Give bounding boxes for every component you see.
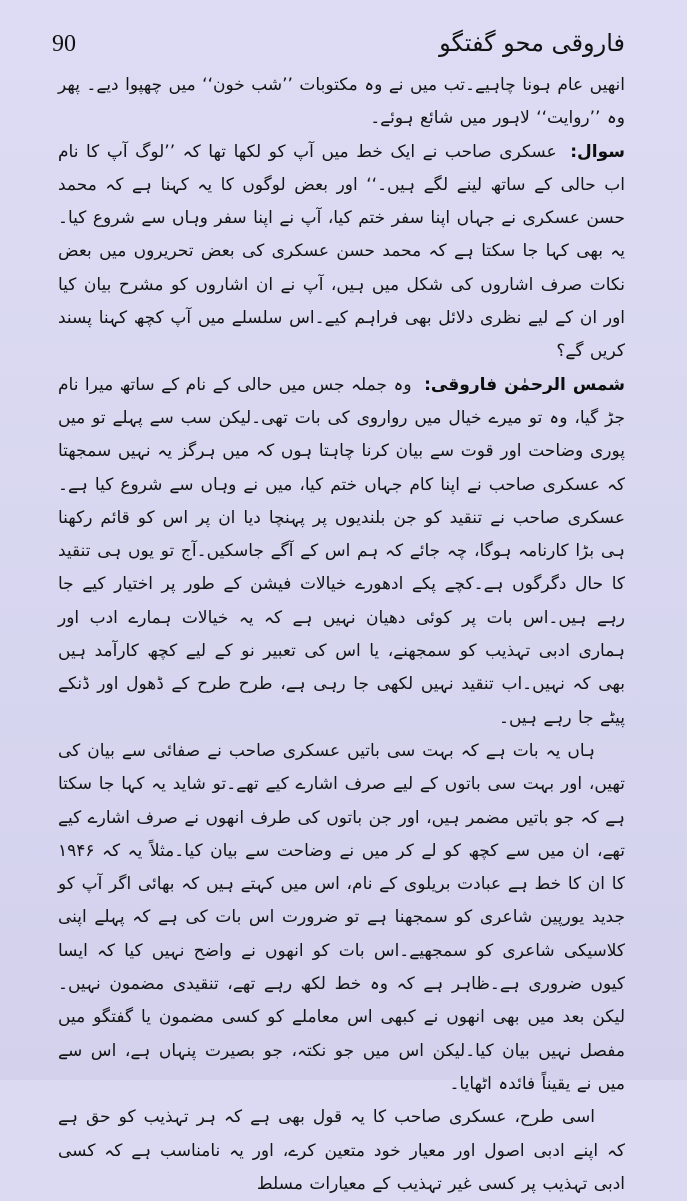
page-header: [52, 28, 625, 62]
paragraph: [58, 69, 625, 136]
answer-paragraph: [58, 369, 625, 735]
speaker-label: سوال:: [570, 141, 625, 162]
paragraph-text: عسکری صاحب نے ایک خط میں آپ کو لکھا تھا کہ ’’لوگ آپ کا نام اب حالی کے ساتھ لینے لگے ہیں۔‘‘ اور بعض لوگوں کا یہ کہنا ہے کہ محمد حسن عسکری نے جہاں اپنا سفر ختم کیا، آپ نے اپنا سفر وہاں سے شروع کیا۔ یہ بھی کہا جا سکتا ہے کہ محمد حسن عسکری کی بعض تحریروں میں بعض نکات صرف اشاروں کی شکل میں ہیں، آپ نے ان اشاروں کو مشرح بیان کیا اور ان کے لیے نظری دلائل بھی فراہم کیے۔اس سلسلے میں آپ کچھ کہنا پسند کریں گے؟: [58, 141, 625, 362]
paragraph-text: اسی طرح، عسکری صاحب کا یہ قول بھی ہے کہ ہر تہذیب کو حق ہے کہ اپنے ادبی اصول اور معیار خود متعین کرے، اور یہ نامناسب ہے کہ کسی ادبی تہذیب پر کسی غیر تہذیب کے معیارات مسلط: [58, 1107, 625, 1194]
body-text: [58, 69, 625, 1201]
paragraph: [58, 1101, 625, 1201]
speaker-label: شمس الرحمٰن فاروقی:: [424, 374, 626, 395]
paragraph-text: وہ جملہ جس میں حالی کے نام کے ساتھ میرا نام جڑ گیا، وہ تو میرے خیال میں رواروی کی بات تھی۔لیکن سب سے پہلے تو میں پوری وضاحت اور قوت سے بیان کرنا چاہتا ہوں کہ میں ہرگز یہ نہیں سمجھتا کہ عسکری صاحب نے اپنا کام جہاں ختم کیا، میں نے وہاں سے شروع کیا ہے۔عسکری صاحب نے تنقید کو جن بلندیوں پر پہنچا دیا ان پر اس کو قائم رکھنا ہی بڑا کارنامہ ہوگا، چہ جائے کہ ہم اس کے آگے جاسکیں۔آج تو یوں ہی تنقید کا حال دگرگوں ہے۔کچے پکے ادھورے خیالات فیشن کے طور پر اختیار کیے جا رہے ہیں۔اس بات پر کوئی دھیان نہیں ہے کہ یہ خیالات ہمارے ادب اور ہماری ادبی تہذیب کو سمجھنے، یا اس کی تعبیر نو کے لیے کچھ کارآمد ہیں بھی کہ نہیں۔اب تنقید نہیں لکھی جا رہی ہے، طرح طرح کے ڈھول اور ڈنکے پیٹے جا رہے ہیں۔: [58, 374, 625, 728]
paragraph: [58, 735, 625, 1101]
running-head: فاروقی محو گفتگو: [439, 29, 625, 57]
paragraph-text: انھیں عام ہونا چاہیے۔تب میں نے وہ مکتوبات ’’شب خون‘‘ میں چھپوا دیے۔ پھر وہ ’’روایت‘‘ لاہور میں شائع ہوئے۔: [58, 75, 625, 129]
paragraph-text: ہاں یہ بات ہے کہ بہت سی باتیں عسکری صاحب نے صفائی سے بیان کی تھیں، اور بہت سی باتوں کے لیے صرف اشارے کیے تھے۔تو شاید یہ کہا جا سکتا ہے کہ جو باتیں مضمر ہیں، اور جن باتوں کی طرف انھوں نے صرف اشارے کیے تھے، ان میں سے کچھ کو لے کر میں نے وضاحت سے بیان کیا۔مثلاً یہ کہ ۱۹۴۶ کا ان کا خط ہے عبادت بریلوی کے نام، اس میں کہتے ہیں کہ بھائی اگر آپ کو جدید یورپین شاعری کو سمجھنا ہے تو ضرورت اس بات کی ہے کہ پہلے اپنی کلاسیکی شاعری کو سمجھیے۔اس بات کو انھوں نے واضح نہیں کیا کہ ایسا کیوں ضروری ہے۔ظاہر ہے کہ وہ خط لکھ رہے تھے، تنقیدی مضمون نہیں۔لیکن بعد میں بھی انھوں نے کبھی اس معاملے کو کسی مضمون یا گفتگو میں مفصل نہیں بیان کیا۔لیکن اس میں جو نکتہ، جو بصیرت پنہاں ہے، اس سے میں نے یقیناً فائدہ اٹھایا۔: [58, 740, 625, 1094]
question-paragraph: [58, 136, 625, 369]
page-number: 90: [52, 31, 76, 57]
